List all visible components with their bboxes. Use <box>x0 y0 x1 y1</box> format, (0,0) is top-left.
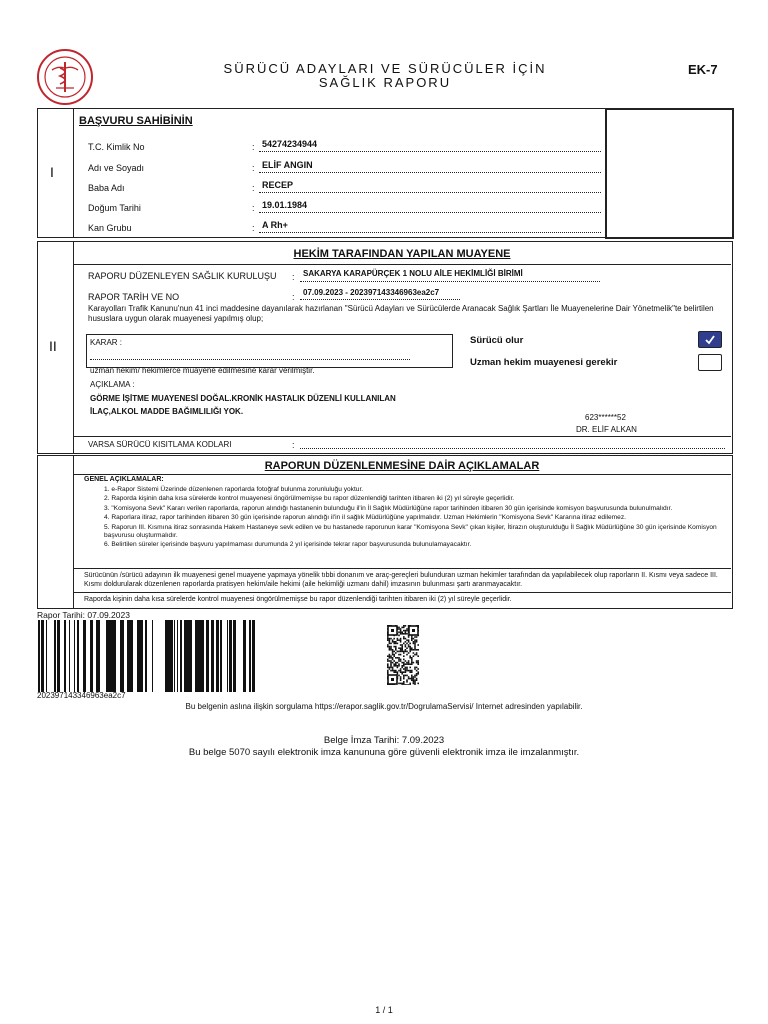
note-1-rule <box>73 568 731 569</box>
section-1-roman: I <box>50 164 54 180</box>
section-3-divider <box>73 455 74 608</box>
option-driver-label: Sürücü olur <box>470 335 524 346</box>
note-1: Sürücünün /sürücü adayının ilk muayenesi genel muayene yapmaya yönelik tıbbi donanım ve araç-gereçleri bulunduran uzman hekimler tarafından da yapılabilecek olup raporların II. Kısmı veya sadece III. Kısmı doldurularak düzenlenen raporlarda pratisyen hekim/aile hekimi (aile hekimliği uzmanı dahil) imzasının bulunması şartı aranmayacaktır. <box>84 572 718 588</box>
title-line-2: SAĞLIK RAPORU <box>318 75 452 90</box>
doctor-name: DR. ELİF ALKAN <box>576 425 637 434</box>
section-3-title: RAPORUN DÜZENLENMESİNE DAİR AÇIKLAMALAR <box>264 460 540 472</box>
general-items <box>104 486 724 551</box>
verify-text: Bu belgenin aslına ilişkin sorgulama https://erapor.saglik.gov.tr/DogrulamaServisi/ Internet adresinden yapılabilir. <box>185 702 583 711</box>
field-label: Doğum Tarihi <box>88 203 141 213</box>
section-1-title: BAŞVURU SAHİBİNİN <box>79 115 193 127</box>
institution-dots <box>300 281 600 282</box>
field-value: 54274234944 <box>262 139 318 149</box>
note-2: Raporda kişinin daha kısa sürelerde kontrol muayenesi öngörülmemişse bu rapor düzenlendiği tarihten itibaren iki (2) yıl süreyle geçerlidir. <box>84 596 512 603</box>
barcode <box>36 620 260 692</box>
section-2-divider <box>73 241 74 453</box>
field-value: 19.01.1984 <box>262 200 308 210</box>
photo-box <box>605 108 734 239</box>
barcode-text: 202397143346963ea2c7 <box>37 691 126 700</box>
legal-text: Karayolları Trafik Kanunu'nun 41 inci maddesine dayanılarak hazırlanan "Sürücü Adayları ve Sürücülerde Aranacak Sağlık Şartları İle Muayenelerine Dair Yönetmelik"te belirtilen hususlara uygun olarak muayenesi yapılmış olup; <box>88 304 714 323</box>
explanation-line-1: GÖRME İŞİTME MUAYENESİ DOĞAL.KRONİK HASTALIK DÜZENLİ KULLANILAN <box>90 394 396 403</box>
field-value: ELİF ANGIN <box>262 160 313 170</box>
general-item: 2. Raporda kişinin daha kısa sürelerde kontrol muayenesi öngörülmemişse bu rapor düzenlendiği tarihten itibaren iki (2) yıl süreyle geçerlidir. <box>104 495 515 503</box>
section-2-roman: II <box>49 338 57 354</box>
report-date-value: 07.09.2023 - 202397143346963ea2c7 <box>303 288 440 297</box>
check-icon <box>699 332 721 347</box>
section-1-divider <box>73 108 74 237</box>
field-value: A Rh+ <box>262 220 288 230</box>
doctor-id: 623******52 <box>585 413 626 422</box>
option-specialist-label: Uzman hekim muayenesi gerekir <box>470 357 618 368</box>
sign-date: Belge İmza Tarihi: 7.09.2023 <box>323 735 445 746</box>
field-colon: : <box>252 203 255 213</box>
institution-colon: : <box>292 272 295 282</box>
restriction-rule <box>73 436 731 437</box>
field-colon: : <box>252 163 255 173</box>
qr-code <box>387 625 419 657</box>
general-item: 4. Raporlara itiraz, rapor tarihinden itibaren 30 gün içerisinde raporun alındığı il'in il sağlık Müdürlüğüne yapılmalıdır. Uzman Hekimlerin "Komisyona Sevk" Kararına itiraz edilemez. <box>104 514 626 522</box>
title-line-1: SÜRÜCÜ ADAYLARI VE SÜRÜCÜLER İÇİN <box>223 61 547 76</box>
institution-value: SAKARYA KARAPÜRÇEK 1 NOLU AİLE HEKİMLİĞİ BİRİMİ <box>303 269 523 278</box>
field-dots <box>259 151 601 152</box>
field-dots <box>259 172 601 173</box>
general-title: GENEL AÇIKLAMALAR: <box>84 476 164 483</box>
qr-code-lower <box>387 657 419 685</box>
report-date: Rapor Tarihi: 07.09.2023 <box>37 610 130 620</box>
general-item: 5. Raporun III. Kısmına itiraz sonrasında Hakem Hastaneye sevk edilen ve bu hastanede raporunun karar "Komisyona Sevk" çıkan kişiler, İtirazın oluşturulduğu İl Sağlık Müdürlüğüne 30 gün içerisinde Komisyon başvurusu oluşturmalıdır. <box>104 523 717 540</box>
general-item: 6. Belirtilen süreler içerisinde başvuru yapılmaması durumunda 2 yıl içerisinde tekrar rapor başvurusunda bulunulamayacaktır. <box>104 541 472 549</box>
page-number: 1 / 1 <box>375 1005 393 1015</box>
sign-text: Bu belge 5070 sayılı elektronik imza kanununa göre güvenli elektronik imza ile imzalanmıştır. <box>188 747 580 758</box>
ministry-logo <box>36 48 94 106</box>
decision-note: uzman hekim/ hekimlerce muayene edilmesine karar verilmiştir. <box>90 366 315 375</box>
field-dots <box>259 192 601 193</box>
field-colon: : <box>252 223 255 233</box>
note-2-rule <box>73 592 731 593</box>
field-colon: : <box>252 142 255 152</box>
field-value: RECEP <box>262 180 294 190</box>
restriction-label: VARSA SÜRÜCÜ KISITLAMA KODLARI <box>88 440 232 449</box>
option-specialist-checkbox[interactable] <box>698 354 722 371</box>
explanation-label: AÇIKLAMA : <box>90 380 135 389</box>
page-title <box>180 62 590 90</box>
form-code: EK-7 <box>688 62 718 77</box>
field-label: Kan Grubu <box>88 223 132 233</box>
decision-dots <box>90 359 410 360</box>
restriction-dots <box>300 448 725 449</box>
explanation-line-2: İLAÇ,ALKOL MADDE BAĞIMLILIĞI YOK. <box>90 407 244 416</box>
field-colon: : <box>252 183 255 193</box>
general-item: 3. "Komisyona Sevk" Kararı verilen raporlarda, raporun alındığı hastanenin bulunduğu il'in İl Sağlık Müdürlüğüne rapor tarihinden itibaren 30 gün içerisinde komisyon başvurusunda bulunulmalıdır. <box>104 504 673 512</box>
decision-box <box>86 334 453 368</box>
report-date-label: RAPOR TARİH VE NO <box>88 292 180 302</box>
field-label: Baba Adı <box>88 183 125 193</box>
field-dots <box>259 232 601 233</box>
field-label: Adı ve Soyadı <box>88 163 145 173</box>
general-item: 1. e-Rapor Sistemi Üzerinde düzenlenen raporlarda fotoğraf bulunma zorunluluğu yoktur. <box>104 486 364 493</box>
option-driver-checkbox[interactable] <box>698 331 722 348</box>
field-dots <box>259 212 601 213</box>
section-2-title-rule <box>73 264 731 265</box>
restriction-colon: : <box>292 440 295 450</box>
section-3-title-rule <box>73 474 731 475</box>
report-date-dots <box>300 299 460 300</box>
institution-label: RAPORU DÜZENLEYEN SAĞLIK KURULUŞU <box>88 271 277 281</box>
report-date-colon: : <box>292 292 295 302</box>
section-2-title: HEKİM TARAFINDAN YAPILAN MUAYENE <box>293 248 511 260</box>
decision-label: KARAR : <box>90 338 123 347</box>
field-label: T.C. Kimlik No <box>88 142 145 152</box>
